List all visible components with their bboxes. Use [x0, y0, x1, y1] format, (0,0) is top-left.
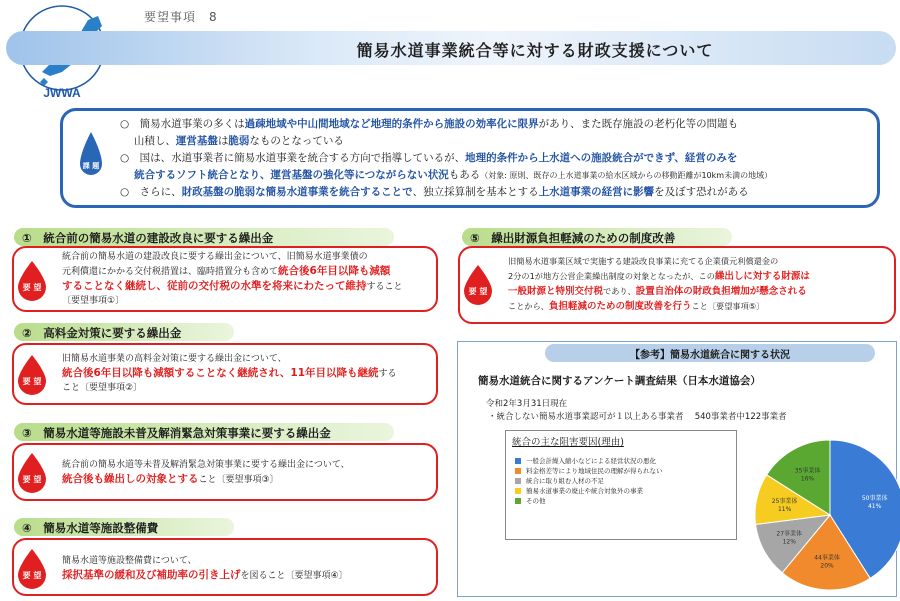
- request-number: 要望事項 8: [144, 10, 218, 24]
- pie-data-label: 25事業体: [771, 497, 798, 505]
- request-badge-drop-icon: [462, 264, 494, 306]
- legend-swatch: [515, 468, 521, 474]
- issue-line-1: ○ 簡易水道事業の多くは過疎地域や中山間地域など地理的条件から施設の効率化に限界があり、また既存施設の老朽化等の問題も: [120, 118, 739, 130]
- section-2-title: ② 高料金対策に要する繰出金: [22, 326, 182, 340]
- pie-data-label: 41%: [867, 503, 882, 511]
- svg-text:要 望: 要 望: [22, 475, 42, 484]
- section-3-title: ③ 簡易水道等施設未普及解消緊急対策事業に要する繰出金: [22, 426, 331, 440]
- request-badge-drop-icon: [16, 548, 48, 590]
- request-badge-drop-icon: [16, 452, 48, 494]
- legend-item: [515, 476, 604, 485]
- legend-swatch: [515, 488, 521, 494]
- legend-label: 一般会計繰入縮小などによる経営状況の悪化: [526, 457, 656, 465]
- pie-data-label: 44事業体: [814, 554, 840, 562]
- svg-text:要 望: 要 望: [468, 287, 488, 296]
- survey-summary: ・統合しない簡易水道事業認可が１以上ある事業者 540事業者中122事業者: [488, 412, 787, 422]
- issue-line-5: ○ さらに、財政基盤の脆弱な簡易水道事業を統合することで、独立採算制を基本とする上水道事業の経営に影響を及ぼす恐れがある: [120, 186, 749, 198]
- section-2-text: 旧簡易水道事業の高料金対策に要する繰出金について、 統合後6年目以降も減額することなく継続され、11年目以降も継続する こと〔要望事項②〕: [62, 354, 397, 393]
- pie-data-label: 27事業体: [776, 530, 803, 538]
- legend-label: 料金格差等により地域住民の理解が得られない: [526, 467, 663, 475]
- issue-text: [120, 116, 870, 201]
- legend-label: 統合に取り組む人材の不足: [526, 477, 604, 485]
- pie-data-label: 11%: [777, 505, 792, 513]
- pie-data-label: 50事業体: [861, 495, 888, 503]
- legend-label: 簡易水道事業の廃止や統合対象外の事業: [526, 487, 643, 495]
- chart-legend-title: 統合の主な阻害要因(理由): [512, 437, 624, 448]
- section-4-text: 簡易水道等施設整備費について、 採択基準の緩和及び補助率の引き上げを図ること〔要望事項④〕: [62, 556, 348, 581]
- pie-chart: [700, 440, 900, 600]
- legend-swatch: [515, 478, 521, 484]
- legend-swatch: [515, 498, 521, 504]
- pie-data-label: 16%: [800, 475, 815, 483]
- svg-text:要 望: 要 望: [22, 377, 42, 386]
- reference-title: 【参考】簡易水道統合に関する状況: [630, 350, 790, 361]
- pie-data-label: 20%: [820, 562, 834, 570]
- legend-item: [515, 456, 656, 465]
- legend-swatch: [515, 458, 521, 464]
- legend-item: [515, 496, 546, 505]
- section-5-text: 旧簡易水道事業区域で実施する建設改良事業に充てる企業債元利償還金の 2分の1が地方公営企業繰出制度の対象となったが、この繰出しに対する財源は 一般財源と特別交付税であり、設置自治体の財政負担増加が懸念される ことから、負担軽減のための制度改善を行うこと〔要望事項⑤〕: [508, 256, 810, 312]
- section-5-title: ⑤ 繰出財源負担軽減のための制度改善: [470, 231, 676, 245]
- legend-item: [515, 466, 663, 475]
- request-badge-drop-icon: [16, 354, 48, 396]
- survey-title: 簡易水道統合に関するアンケート調査結果（日本水道協会）: [478, 375, 761, 387]
- section-1-text: 統合前の簡易水道の建設改良に要する繰出金について、旧簡易水道事業債の 元利償還にかかる交付税措置は、臨時措置分も含めて統合後6年目以降も減額 することなく継続し、従前の交付税の水準を将来にわたって維持すること 〔要望事項①〕: [62, 252, 403, 306]
- issue-line-4: 統合するソフト統合となり、運営基盤の強化等につながらない状況もある（対象: 原則、既存の上水道事業の給水区域からの移動距離が10km未満の地域）: [120, 169, 773, 181]
- section-1-title: ① 統合前の簡易水道の建設改良に要する繰出金: [22, 231, 274, 245]
- legend-item: [515, 486, 643, 495]
- issue-line-3: ○ 国は、水道事業者に簡易水道事業を統合する方向で指導しているが、地理的条件から上水道への施設統合ができず、経営のみを: [120, 152, 738, 164]
- issue-badge-drop-icon: [78, 130, 104, 182]
- logo-wordmark: JWWA: [43, 86, 81, 100]
- pie-data-label: 12%: [782, 538, 796, 546]
- page-title: 簡易水道事業統合等に対する財政支援について: [356, 41, 714, 60]
- section-4-title: ④ 簡易水道等施設整備費: [22, 521, 159, 535]
- survey-date: 令和2年3月31日現在: [486, 399, 568, 409]
- svg-text:要 望: 要 望: [22, 283, 42, 292]
- section-3-text: 統合前の簡易水道等未普及解消緊急対策事業に要する繰出金について、 統合後も繰出しの対象とすること〔要望事項③〕: [62, 460, 350, 485]
- legend-label: その他: [526, 497, 546, 505]
- request-badge-drop-icon: [16, 260, 48, 302]
- svg-text:要 望: 要 望: [22, 571, 42, 580]
- issue-badge-label: 課 題: [82, 162, 100, 170]
- pie-data-label: 35事業体: [794, 467, 821, 475]
- issue-line-2: 山積し、運営基盤は脆弱なものとなっている: [120, 135, 344, 147]
